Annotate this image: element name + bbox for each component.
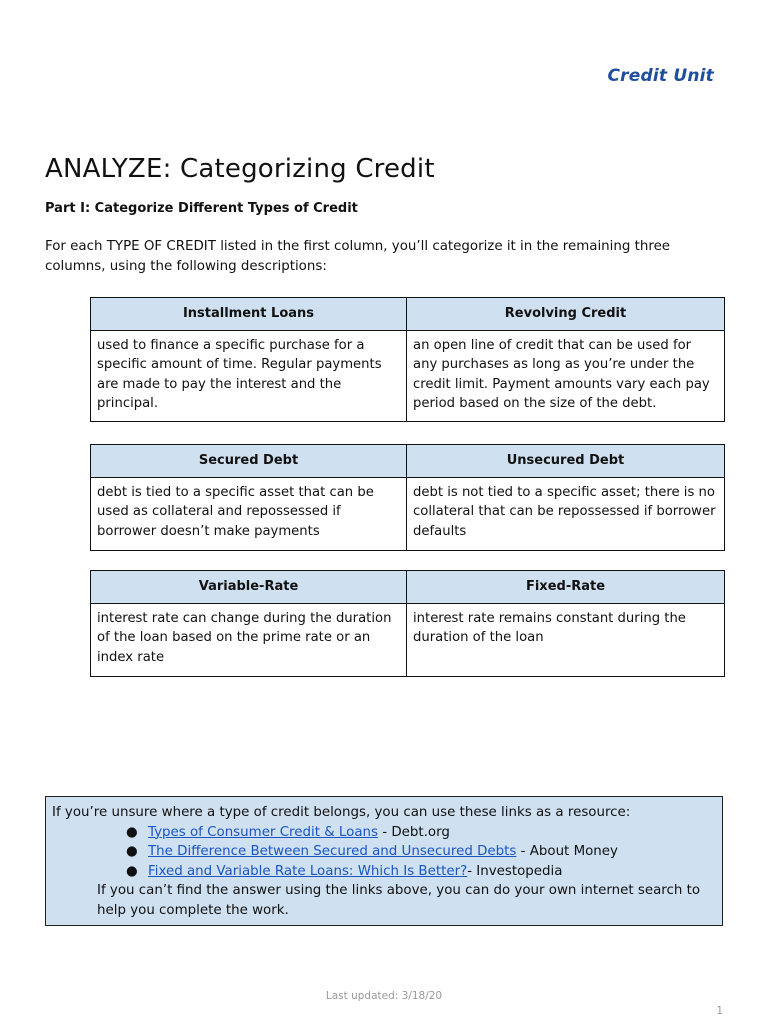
link-source: - Investopedia [467, 863, 563, 879]
resource-footnote: If you can’t find the answer using the links above, you can do your own internet search to help you complete the work. [97, 883, 701, 918]
link-types-of-consumer-credit[interactable]: Types of Consumer Credit & Loans [148, 824, 378, 840]
page-title: ANALYZE: Categorizing Credit [45, 154, 435, 184]
credit-table-variable-fixed [90, 570, 725, 677]
description-revolving-credit: an open line of credit that can be used for any purchases as long as you’re under the credit limit. Payment amounts vary each pay period based on the size of the debt. [407, 331, 725, 422]
intro-paragraph: For each TYPE OF CREDIT listed in the first column, you’ll categorize it in the remaining three columns, using the following descriptions: [45, 239, 671, 274]
resource-link-list [52, 823, 716, 882]
header-variable-rate: Variable-Rate [91, 571, 407, 604]
unit-label: Credit Unit [607, 66, 714, 86]
header-installment-loans: Installment Loans [91, 298, 407, 331]
header-fixed-rate: Fixed-Rate [407, 571, 725, 604]
link-source: - About Money [516, 844, 618, 860]
description-variable-rate: interest rate can change during the duration of the loan based on the prime rate or an index rate [91, 604, 407, 677]
link-secured-vs-unsecured-debts[interactable]: The Difference Between Secured and Unsecured Debts [148, 844, 517, 860]
description-unsecured-debt: debt is not tied to a specific asset; there is no collateral that can be repossessed if borrower defaults [407, 478, 725, 551]
header-revolving-credit: Revolving Credit [407, 298, 725, 331]
description-fixed-rate: interest rate remains constant during the duration of the loan [407, 604, 725, 677]
resource-intro: If you’re unsure where a type of credit belongs, you can use these links as a resource: [52, 805, 631, 820]
link-source: - Debt.org [378, 824, 450, 840]
credit-table-installment-revolving [90, 297, 725, 422]
description-installment-loans: used to finance a specific purchase for a specific amount of time. Regular payments are made to pay the interest and the principal. [91, 331, 407, 422]
header-secured-debt: Secured Debt [91, 445, 407, 478]
list-item [126, 842, 716, 862]
credit-table-secured-unsecured [90, 444, 725, 551]
resource-box [45, 796, 723, 926]
part-heading: Part I: Categorize Different Types of Credit [45, 201, 358, 216]
description-secured-debt: debt is tied to a specific asset that can be used as collateral and repossessed if borrower doesn’t make payments [91, 478, 407, 551]
bullet-icon: ● [126, 844, 138, 860]
link-fixed-vs-variable-rate-loans[interactable]: Fixed and Variable Rate Loans: Which Is Better? [148, 863, 468, 879]
bullet-icon: ● [126, 824, 138, 840]
list-item [126, 823, 716, 843]
list-item [126, 862, 716, 882]
last-updated: Last updated: 3/18/20 [325, 990, 443, 1002]
header-unsecured-debt: Unsecured Debt [407, 445, 725, 478]
bullet-icon: ● [126, 863, 138, 879]
page-number: 1 [716, 1005, 723, 1017]
